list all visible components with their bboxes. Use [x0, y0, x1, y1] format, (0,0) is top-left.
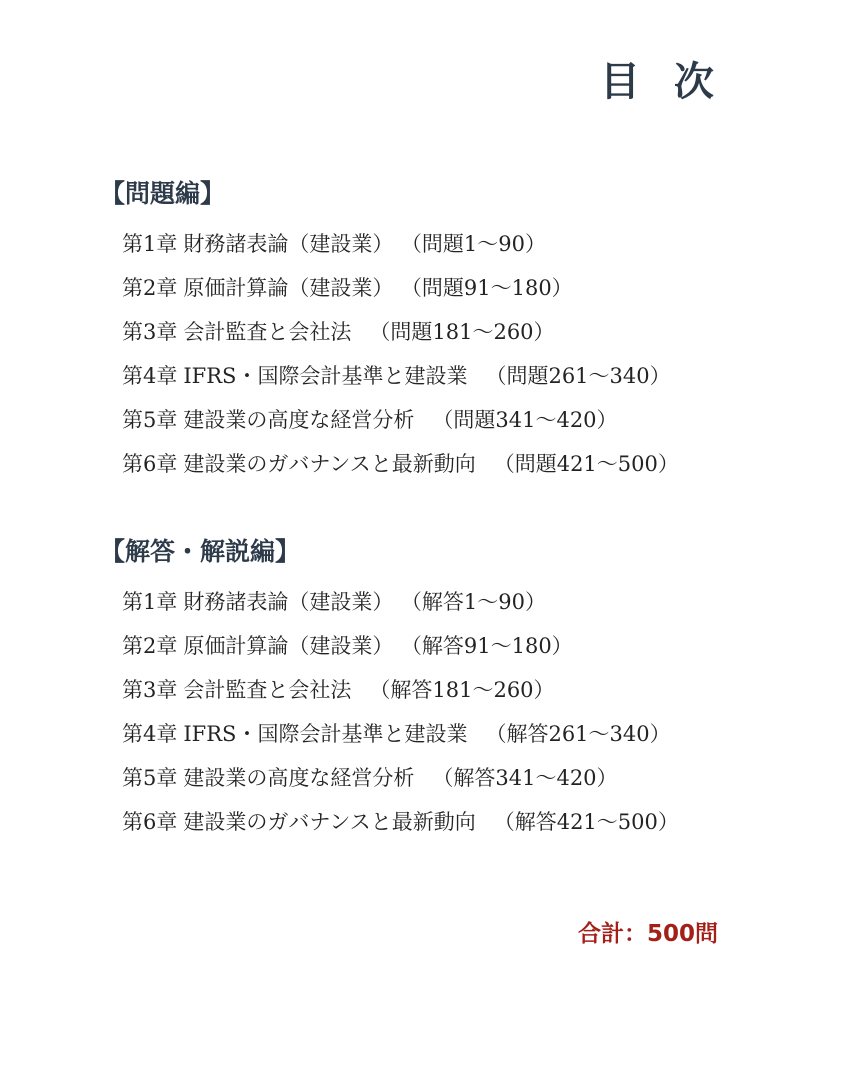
chapter-item	[122, 442, 820, 486]
chapter-item	[122, 668, 820, 712]
chapter-item	[122, 712, 820, 756]
chapter-number: 第6章	[122, 452, 178, 476]
chapter-range: （解答1～90）	[411, 590, 546, 614]
chapter-item	[122, 222, 820, 266]
section-answers	[100, 530, 820, 844]
chapter-title: 建設業のガバナンスと最新動向	[183, 810, 476, 834]
chapter-item	[122, 580, 820, 624]
chapter-item	[122, 398, 820, 442]
chapter-item	[122, 310, 820, 354]
chapter-title: 財務諸表論（建設業）	[183, 232, 394, 256]
chapter-number: 第4章	[122, 364, 178, 388]
chapter-range: （解答181～260）	[369, 678, 555, 702]
chapter-title: 建設業の高度な経営分析	[183, 766, 415, 790]
section-heading: 【問題編】	[100, 179, 226, 208]
chapter-range: （問題261～340）	[485, 364, 671, 388]
section-problems	[100, 172, 820, 486]
chapter-list	[100, 222, 820, 486]
chapter-number: 第2章	[122, 276, 178, 300]
chapter-number: 第5章	[122, 766, 178, 790]
chapter-number: 第2章	[122, 634, 178, 658]
chapter-title: 財務諸表論（建設業）	[183, 590, 394, 614]
chapter-item	[122, 624, 820, 668]
section-heading: 【解答・解説編】	[100, 537, 301, 566]
total-count: 合計：500問	[578, 921, 719, 947]
chapter-title: 原価計算論（建設業）	[183, 634, 394, 658]
chapter-range: （問題181～260）	[369, 320, 555, 344]
chapter-number: 第3章	[122, 320, 178, 344]
chapter-title: 原価計算論（建設業）	[183, 276, 394, 300]
chapter-range: （解答91～180）	[411, 634, 573, 658]
chapter-title: 建設業の高度な経営分析	[183, 408, 415, 432]
chapter-item	[122, 354, 820, 398]
chapter-title: IFRS・国際会計基準と建設業	[183, 364, 468, 388]
chapter-title: 会計監査と会社法	[183, 678, 352, 702]
chapter-number: 第4章	[122, 722, 178, 746]
chapter-number: 第1章	[122, 232, 178, 256]
chapter-number: 第3章	[122, 678, 178, 702]
chapter-number: 第6章	[122, 810, 178, 834]
chapter-range: （問題341～420）	[432, 408, 618, 432]
chapter-item	[122, 266, 820, 310]
chapter-range: （問題421～500）	[493, 452, 679, 476]
chapter-range: （解答341～420）	[432, 766, 618, 790]
chapter-range: （問題1～90）	[411, 232, 546, 256]
chapter-title: 会計監査と会社法	[183, 320, 352, 344]
chapter-number: 第1章	[122, 590, 178, 614]
chapter-number: 第5章	[122, 408, 178, 432]
chapter-title: IFRS・国際会計基準と建設業	[183, 722, 468, 746]
page-title: 目 次	[600, 59, 724, 105]
chapter-list	[100, 580, 820, 844]
chapter-item	[122, 800, 820, 844]
chapter-item	[122, 756, 820, 800]
chapter-title: 建設業のガバナンスと最新動向	[183, 452, 476, 476]
chapter-range: （解答421～500）	[493, 810, 679, 834]
chapter-range: （問題91～180）	[411, 276, 573, 300]
chapter-range: （解答261～340）	[485, 722, 671, 746]
